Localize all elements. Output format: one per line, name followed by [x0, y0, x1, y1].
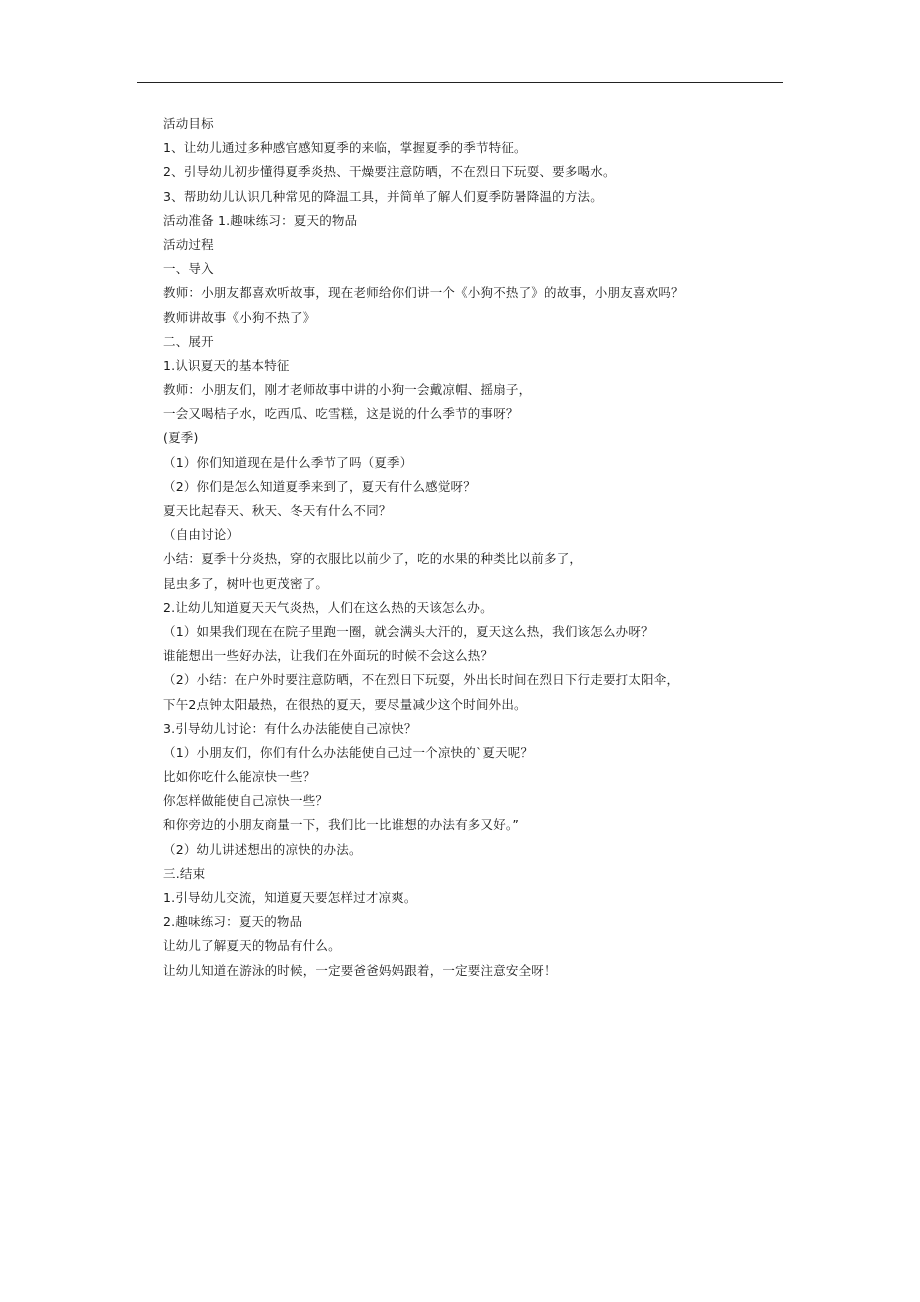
text-line: （1）小朋友们，你们有什么办法能使自己过一个凉快的`夏天呢？ — [163, 744, 534, 760]
text-line: （自由讨论） — [163, 527, 240, 543]
text-line: 1.引导幼儿交流，知道夏天要怎样过才凉爽。 — [163, 890, 417, 905]
text-line: 教师：小朋友都喜欢听故事，现在老师给你们讲一个《小狗不热了》的故事，小朋友喜欢吗？ — [163, 285, 684, 301]
text-line: 你怎样做能使自己凉快一些？ — [163, 793, 329, 809]
text-line: 2、引导幼儿初步懂得夏季炎热、干燥要注意防晒，不在烈日下玩耍、要多喝水。 — [163, 164, 616, 180]
text-line: 让幼儿了解夏天的物品有什么。 — [163, 938, 341, 954]
text-line: 2.趣味练习：夏天的物品 — [163, 914, 303, 930]
text-line: 小结：夏季十分炎热，穿的衣服比以前少了，吃的水果的种类比以前多了， — [163, 551, 583, 567]
text-line: 比如你吃什么能凉快一些？ — [163, 769, 316, 785]
text-line: 活动过程 — [163, 236, 214, 252]
text-line: 3、帮助幼儿认识几种常见的降温工具，并简单了解人们夏季防暑降温的方法。 — [163, 188, 603, 204]
text-line: （1）你们知道现在是什么季节了吗（夏季） — [163, 454, 413, 470]
text-line: 让幼儿知道在游泳的时候，一定要爸爸妈妈跟着，一定要注意安全呀！ — [163, 962, 557, 978]
text-line: 教师：小朋友们，刚才老师故事中讲的小狗一会戴凉帽、摇扇子， — [163, 382, 532, 398]
text-line: 活动目标 — [163, 116, 214, 131]
text-line: 二、展开 — [163, 333, 214, 349]
text-line: （2）小结：在户外时要注意防晒，不在烈日下玩耍，外出长时间在烈日下行走要打太阳伞， — [163, 672, 680, 688]
text-line: 1.认识夏天的基本特征 — [163, 357, 290, 373]
text-line: 教师讲故事《小狗不热了》 — [163, 309, 316, 325]
text-line: 3.引导幼儿讨论：有什么办法能使自己凉快？ — [163, 720, 417, 736]
text-line: 和你旁边的小朋友商量一下，我们比一比谁想的办法有多又好。” — [163, 817, 520, 833]
text-line: 一会又喝桔子水，吃西瓜、吃雪糕，这是说的什么季节的事呀？ — [163, 406, 519, 422]
text-line: 三.结束 — [163, 865, 206, 881]
text-line: 昆虫多了，树叶也更茂密了。 — [163, 575, 329, 591]
text-line: 下午2点钟太阳最热，在很热的夏天，要尽量减少这个时间外出。 — [163, 696, 527, 712]
text-line: （1）如果我们现在在院子里跑一圈，就会满头大汗的，夏天这么热，我们该怎么办呀？ — [163, 623, 654, 639]
text-line: (夏季) — [163, 430, 199, 446]
text-line: 一、导入 — [163, 261, 214, 277]
text-line: （2）幼儿讲述想出的凉快的办法。 — [163, 841, 362, 857]
text-line: （2）你们是怎么知道夏季来到了，夏天有什么感觉呀？ — [163, 478, 476, 494]
text-line: 谁能想出一些好办法，让我们在外面玩的时候不会这么热？ — [163, 648, 494, 664]
document-body — [163, 112, 763, 983]
text-line: 2.让幼儿知道夏天天气炎热，人们在这么热的天该怎么办。 — [163, 599, 493, 615]
header-rule — [137, 82, 783, 83]
text-line: 夏天比起春天、秋天、冬天有什么不同？ — [163, 503, 392, 518]
text-line: 活动准备 1.趣味练习：夏天的物品 — [163, 212, 358, 228]
text-line: 1、让幼儿通过多种感官感知夏季的来临，掌握夏季的季节特征。 — [163, 140, 527, 156]
